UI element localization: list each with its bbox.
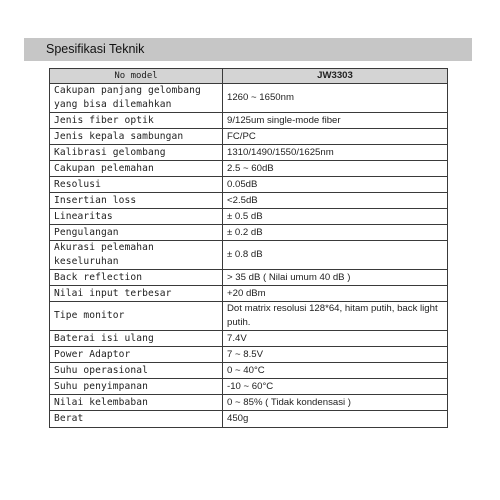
row-label: Nilai kelembaban bbox=[50, 395, 223, 411]
row-value: 1310/1490/1550/1625nm bbox=[223, 145, 448, 161]
table-row bbox=[50, 302, 448, 331]
row-value: ± 0.5 dB bbox=[223, 209, 448, 225]
section-title: Spesifikasi Teknik bbox=[46, 42, 145, 56]
row-value: 2.5 ~ 60dB bbox=[223, 161, 448, 177]
row-value: +20 dBm bbox=[223, 286, 448, 302]
table-row bbox=[50, 331, 448, 347]
row-value: 7.4V bbox=[223, 331, 448, 347]
row-value: -10 ~ 60°C bbox=[223, 379, 448, 395]
spec-table bbox=[49, 68, 448, 428]
row-value: Dot matrix resolusi 128*64, hitam putih, back light putih. bbox=[223, 302, 448, 331]
row-value: 0.05dB bbox=[223, 177, 448, 193]
row-label: Cakupan panjang gelombang yang bisa dilemahkan bbox=[50, 84, 223, 113]
row-value: 7 ~ 8.5V bbox=[223, 347, 448, 363]
table-row bbox=[50, 209, 448, 225]
row-label: Power Adaptor bbox=[50, 347, 223, 363]
table-header-row bbox=[50, 69, 448, 84]
table-row bbox=[50, 241, 448, 270]
row-label: Pengulangan bbox=[50, 225, 223, 241]
table-row bbox=[50, 84, 448, 113]
table-row bbox=[50, 193, 448, 209]
row-label: Akurasi pelemahan keseluruhan bbox=[50, 241, 223, 270]
row-label: Berat bbox=[50, 411, 223, 428]
table-row bbox=[50, 113, 448, 129]
section-header bbox=[24, 38, 472, 61]
row-label: Cakupan pelemahan bbox=[50, 161, 223, 177]
row-label: Suhu penyimpanan bbox=[50, 379, 223, 395]
row-label: Kalibrasi gelombang bbox=[50, 145, 223, 161]
row-label: Resolusi bbox=[50, 177, 223, 193]
row-label: Linearitas bbox=[50, 209, 223, 225]
row-value: > 35 dB ( Nilai umum 40 dB ) bbox=[223, 270, 448, 286]
table-row bbox=[50, 363, 448, 379]
table-row bbox=[50, 379, 448, 395]
row-value: FC/PC bbox=[223, 129, 448, 145]
row-label: Tipe monitor bbox=[50, 302, 223, 331]
row-value: 1260 ~ 1650nm bbox=[223, 84, 448, 113]
table-row bbox=[50, 225, 448, 241]
table-row bbox=[50, 145, 448, 161]
table-row bbox=[50, 161, 448, 177]
table-row bbox=[50, 395, 448, 411]
table-row bbox=[50, 129, 448, 145]
row-label: Jenis kepala sambungan bbox=[50, 129, 223, 145]
table-row bbox=[50, 270, 448, 286]
table-row bbox=[50, 411, 448, 428]
row-value: 0 ~ 40°C bbox=[223, 363, 448, 379]
row-label: Nilai input terbesar bbox=[50, 286, 223, 302]
row-value: ± 0.2 dB bbox=[223, 225, 448, 241]
table-row bbox=[50, 347, 448, 363]
model-value-header: JW3303 bbox=[223, 69, 448, 84]
row-label: Back reflection bbox=[50, 270, 223, 286]
table-row bbox=[50, 286, 448, 302]
row-value: 0 ~ 85% ( Tidak kondensasi ) bbox=[223, 395, 448, 411]
row-label: Suhu operasional bbox=[50, 363, 223, 379]
row-label: Baterai isi ulang bbox=[50, 331, 223, 347]
row-value: ± 0.8 dB bbox=[223, 241, 448, 270]
row-label: Insertian loss bbox=[50, 193, 223, 209]
table-row bbox=[50, 177, 448, 193]
row-label: Jenis fiber optik bbox=[50, 113, 223, 129]
row-value: 450g bbox=[223, 411, 448, 428]
row-value: 9/125um single-mode fiber bbox=[223, 113, 448, 129]
model-label-header: No model bbox=[50, 69, 223, 84]
row-value: <2.5dB bbox=[223, 193, 448, 209]
